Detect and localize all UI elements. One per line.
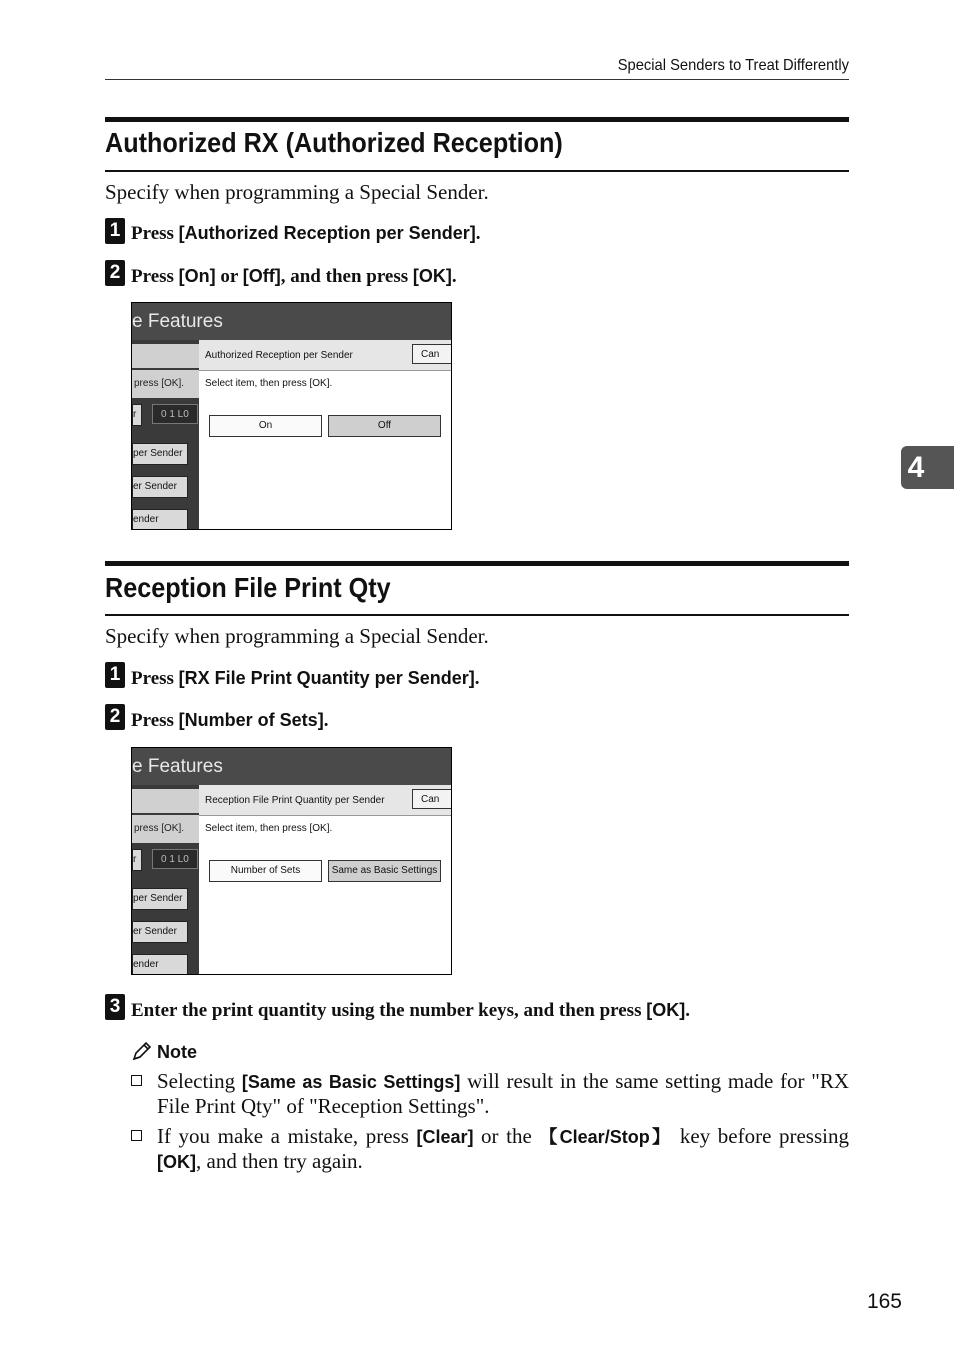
step-number-badge: 1 [105,662,125,688]
left-panel-button[interactable]: r [132,849,142,871]
step-number-badge: 2 [105,260,125,286]
left-panel-header [132,344,199,368]
left-panel-button[interactable]: er Sender [132,476,188,498]
checkbox-bullet-icon [131,1130,142,1141]
window-title: e Features [132,756,223,777]
header-rule [105,79,849,80]
left-panel-button[interactable]: er Sender [132,921,188,943]
section-top-rule [105,117,849,122]
step-instruction: Press [On] or [Off], and then press [OK]. [131,266,457,287]
dialog-authorized-reception [199,340,451,529]
screenshot-rx-file-print-quantity [131,747,452,975]
cancel-button[interactable]: Can [412,344,452,364]
off-button[interactable]: Off [328,415,441,437]
dialog-header [199,340,451,371]
note-heading: Note [157,1042,197,1062]
section-title-reception-file-print-qty: Reception File Print Qty [105,572,391,603]
left-panel-button[interactable]: ender [132,509,188,530]
section-bottom-rule [105,170,849,172]
step-instruction: Press [Number of Sets]. [131,710,329,731]
left-panel-button[interactable]: per Sender [132,443,188,465]
step-number-badge: 2 [105,704,125,730]
left-panel-button[interactable]: r [132,404,142,426]
checkbox-bullet-icon [131,1075,142,1086]
left-panel-prompt: press [OK]. [132,815,199,843]
section-bottom-rule [105,614,849,616]
left-panel-button[interactable]: ender [132,954,188,975]
step-number-badge: 1 [105,218,125,244]
note-item: Selecting [Same as Basic Settings] will result in the same setting made for "RX File Print Qty" of "Reception Settings". [157,1069,849,1118]
section-top-rule [105,561,849,566]
dialog-header [199,785,451,816]
chapter-number: 4 [907,451,925,484]
running-header: Special Senders to Treat Differently [617,57,849,74]
dialog-title: Reception File Print Quantity per Sender [205,795,385,806]
window-title-bar [132,748,451,785]
pencil-icon [131,1040,153,1062]
step-instruction: Press [Authorized Reception per Sender]. [131,223,481,244]
dialog-rx-file-print-quantity [199,785,451,974]
screenshot-authorized-reception [131,302,452,530]
section-title-authorized-rx: Authorized RX (Authorized Reception) [105,127,563,158]
left-panel-counter: 0 1 L0 [152,404,198,424]
step-instruction: Enter the print quantity using the number keys, and then press [OK]. [131,1000,690,1021]
left-panel [132,340,199,529]
left-panel-counter: 0 1 L0 [152,849,198,869]
section-intro: Specify when programming a Special Sender. [105,624,489,648]
dialog-title: Authorized Reception per Sender [205,350,353,361]
page-number: 165 [866,1290,902,1313]
chapter-tab [901,446,954,489]
left-panel-button[interactable]: per Sender [132,888,188,910]
step-number-badge: 3 [105,994,125,1020]
left-panel-header [132,789,199,813]
on-button[interactable]: On [209,415,322,437]
window-title: e Features [132,311,223,332]
number-of-sets-button[interactable]: Number of Sets [209,860,322,882]
dialog-prompt: Select item, then press [OK]. [205,378,333,389]
section-intro: Specify when programming a Special Sender. [105,180,489,204]
note-item: If you make a mistake, press [Clear] or the 【Clear/Stop】 key before pressing [OK], and then try again. [157,1124,849,1173]
left-panel-prompt: press [OK]. [132,370,199,398]
dialog-prompt: Select item, then press [OK]. [205,823,333,834]
cancel-button[interactable]: Can [412,789,452,809]
left-panel [132,785,199,974]
same-as-basic-settings-button[interactable]: Same as Basic Settings [328,860,441,882]
window-title-bar [132,303,451,340]
step-instruction: Press [RX File Print Quantity per Sender]. [131,668,480,689]
